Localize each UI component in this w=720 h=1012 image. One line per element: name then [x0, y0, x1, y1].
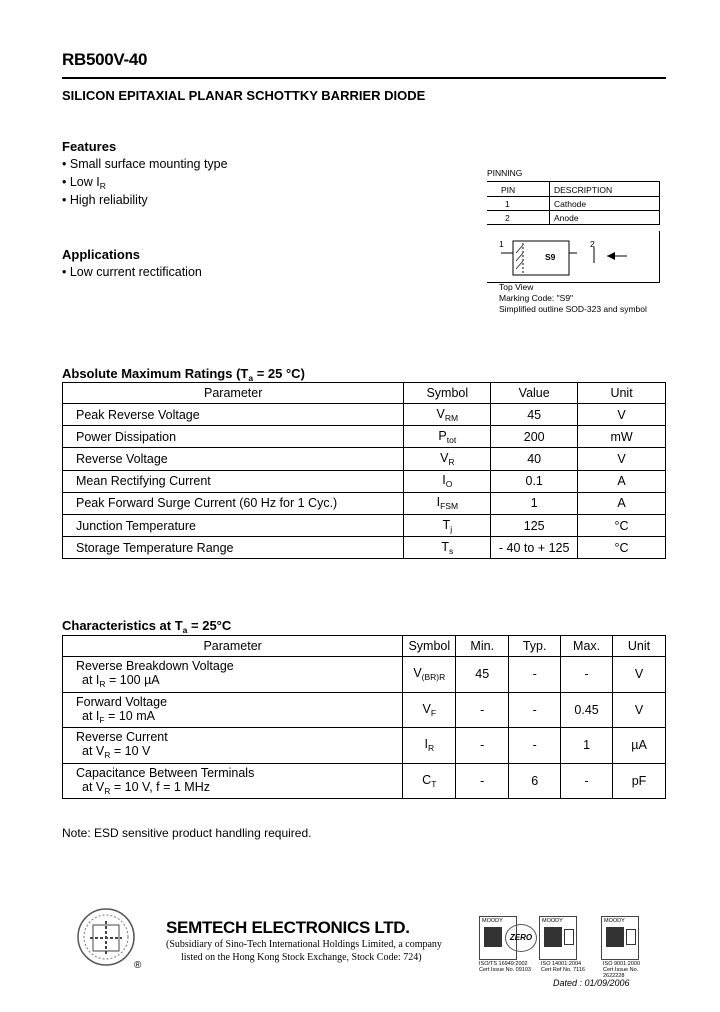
top-view-label: Top View — [499, 282, 534, 292]
param-cell: Storage Temperature Range — [63, 537, 404, 559]
param-cell: Reverse Breakdown Voltage at $I_R = 100$ µA — [63, 657, 403, 693]
pin-number: 1 — [505, 199, 510, 209]
applications-heading: Applications — [62, 247, 141, 262]
value-cell: 40 — [491, 448, 578, 470]
col-header: Parameter — [63, 636, 403, 657]
typ-cell: - — [509, 692, 561, 728]
min-cell: 45 — [456, 657, 509, 693]
param-cell: Junction Temperature — [63, 514, 404, 536]
registered-mark: ® — [134, 960, 142, 971]
moody-mark-icon — [484, 927, 502, 947]
symbol-cell: $C_T$ — [403, 763, 456, 799]
param-cell: Mean Rectifying Current — [63, 470, 404, 492]
esd-note: Note: ESD sensitive product handling required. — [62, 826, 312, 840]
col-header: Symbol — [403, 636, 456, 657]
pinning-heading: PINNING — [487, 168, 523, 178]
max-cell: 1 — [561, 728, 613, 764]
cert-badge: MOODY — [479, 916, 517, 960]
col-header: Parameter — [63, 383, 404, 404]
part-number: RB500V-40 — [62, 50, 148, 69]
param-cell: Forward Voltage at $I_F = 10$ mA — [63, 692, 403, 728]
param-cell: Power Dissipation — [63, 426, 404, 448]
package-drawing-frame — [487, 231, 660, 283]
unit-cell: A — [578, 492, 666, 514]
symbol-cell: $T_s$ — [404, 537, 491, 559]
unit-cell: V — [613, 692, 666, 728]
cert-standard: ISO 14001:2004 — [541, 961, 582, 967]
unit-cell: A — [578, 470, 666, 492]
table-row — [63, 514, 666, 536]
desc-col-header: DESCRIPTION — [554, 185, 613, 195]
zero-badge: ZERO — [505, 924, 537, 952]
symbol-cell: $T_j$ — [404, 514, 491, 536]
unit-cell: °C — [578, 537, 666, 559]
param-cell: Reverse Current at $V_R = 10$ V — [63, 728, 403, 764]
table-row — [63, 692, 666, 728]
symbol-cell: $I_R$ — [403, 728, 456, 764]
col-header: Typ. — [509, 636, 561, 657]
certification-badges — [479, 916, 661, 979]
symbol-cell: $P_{tot}$ — [404, 426, 491, 448]
cert-badge: MOODY — [539, 916, 577, 960]
typ-cell: - — [509, 657, 561, 693]
features-heading: Features — [62, 139, 117, 154]
col-header: Value — [491, 383, 578, 404]
cert-number: Cert Issue No. 2622228 — [603, 967, 639, 979]
pin-col-header: PIN — [501, 185, 516, 195]
col-header: Unit — [613, 636, 666, 657]
cert-standard: ISO 9001:2000 — [603, 961, 641, 967]
company-name: SEMTECH ELECTRONICS LTD. — [166, 918, 410, 937]
dated-label: Dated : 01/09/2006 — [553, 978, 630, 988]
company-listing: listed on the Hong Kong Stock Exchange, Stock Code: 724) — [181, 952, 422, 963]
marking-text: S9 — [545, 252, 556, 262]
pinning-table — [487, 181, 660, 225]
symbol-cell: $V_{RM}$ — [404, 404, 491, 426]
pin-number: 2 — [505, 213, 510, 223]
moody-mark-icon — [544, 927, 562, 947]
table-row — [63, 470, 666, 492]
value-cell: 200 — [491, 426, 578, 448]
table-row — [63, 492, 666, 514]
cert-badge: MOODY — [601, 916, 639, 960]
min-cell: - — [456, 763, 509, 799]
unit-cell: V — [578, 404, 666, 426]
value-cell: 45 — [491, 404, 578, 426]
part-description: SILICON EPITAXIAL PLANAR SCHOTTKY BARRIER DIODE — [62, 88, 426, 103]
value-cell: 0.1 — [491, 470, 578, 492]
pin-description: Anode — [554, 213, 579, 223]
table-row — [63, 537, 666, 559]
semtech-logo-icon — [76, 907, 138, 971]
unit-cell: µA — [613, 728, 666, 764]
param-cell: Peak Reverse Voltage — [63, 404, 404, 426]
symbol-cell: $I_{FSM}$ — [404, 492, 491, 514]
col-header: Unit — [578, 383, 666, 404]
param-cell: Capacitance Between Terminals at $V_R = 10$ V, f = 1 MHz — [63, 763, 403, 799]
table-row — [63, 404, 666, 426]
pin1-label: 1 — [499, 239, 504, 249]
min-cell: - — [456, 692, 509, 728]
ukas-mark-icon — [626, 929, 636, 945]
min-cell: - — [456, 728, 509, 764]
marking-code-label: Marking Code: "S9" — [499, 293, 574, 303]
feature-item: • Small surface mounting type — [62, 157, 228, 171]
cert-number: Cert Issue No. 09103 — [479, 967, 531, 973]
param-cell: Reverse Voltage — [63, 448, 404, 470]
sod323-package — [487, 231, 660, 283]
col-header: Symbol — [404, 383, 491, 404]
application-item: • Low current rectification — [62, 265, 202, 279]
symbol-cell: $V_R$ — [404, 448, 491, 470]
cert-number: Cert Ref No. 7116 — [541, 967, 585, 973]
unit-cell: mW — [578, 426, 666, 448]
table-row — [63, 448, 666, 470]
table-row — [63, 728, 666, 764]
max-cell: - — [561, 657, 613, 693]
unit-cell: °C — [578, 514, 666, 536]
col-header: Max. — [561, 636, 613, 657]
characteristics-table — [62, 635, 666, 799]
characteristics-title: Characteristics at $T_a = 25^\circ C$ — [62, 618, 232, 635]
symbol-cell: $V_{(BR)R}$ — [403, 657, 456, 693]
typ-cell: 6 — [509, 763, 561, 799]
unit-cell: V — [578, 448, 666, 470]
value-cell: 1 — [491, 492, 578, 514]
absolute-max-ratings-table — [62, 382, 666, 559]
param-cell: Peak Forward Surge Current (60 Hz for 1 Cyc.) — [63, 492, 404, 514]
col-header: Min. — [456, 636, 509, 657]
moody-mark-icon — [606, 927, 624, 947]
ukas-mark-icon — [564, 929, 574, 945]
unit-cell: V — [613, 657, 666, 693]
table-row — [63, 657, 666, 693]
value-cell: - 40 to + 125 — [491, 537, 578, 559]
company-subsidiary: (Subsidiary of Sino-Tech International Holdings Limited, a company — [166, 939, 442, 950]
feature-item: • Low $I_R$ — [62, 175, 106, 191]
typ-cell: - — [509, 728, 561, 764]
unit-cell: pF — [613, 763, 666, 799]
max-cell: - — [561, 763, 613, 799]
pin-description: Cathode — [554, 199, 587, 209]
max-cell: 0.45 — [561, 692, 613, 728]
table-row — [63, 426, 666, 448]
value-cell: 125 — [491, 514, 578, 536]
outline-label: Simplified outline SOD-323 and symbol — [499, 304, 647, 314]
amr-title: Absolute Maximum Ratings ($T_a = 25$ °C) — [62, 366, 305, 383]
symbol-cell: $I_O$ — [404, 470, 491, 492]
title-rule — [62, 77, 666, 79]
cert-standard: ISO/TS 16949:2002 — [479, 961, 528, 967]
table-header-row — [63, 383, 666, 404]
table-header-row — [63, 636, 666, 657]
symbol-cell: $V_F$ — [403, 692, 456, 728]
pin2-label: 2 — [590, 239, 595, 249]
table-row — [63, 763, 666, 799]
feature-item: • High reliability — [62, 193, 148, 207]
